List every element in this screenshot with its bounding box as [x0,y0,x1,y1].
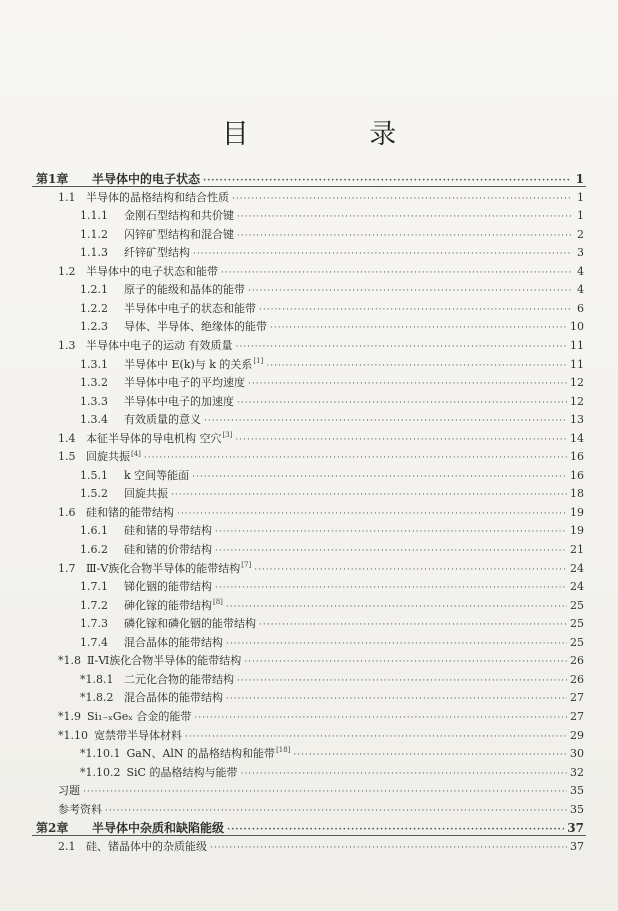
toc-entry-number: *1.10 [58,728,88,742]
toc-entry-number: *1.8.2 [80,691,114,705]
toc-entry-title [94,727,182,743]
toc-entry-number: 1.3.3 [80,394,108,408]
dot-leader [293,750,567,760]
toc-entry-title-text: 习题 [58,784,80,798]
dot-leader [226,602,567,612]
toc-section-row[interactable] [58,504,584,522]
toc-entry-title [86,430,232,446]
toc-subsection-row[interactable] [80,671,584,689]
toc-entry-title [124,207,234,223]
toc-page-number: 25 [570,598,584,612]
toc-entry-title-text: 锑化铟的能带结构 [124,580,212,594]
toc-entry-title [124,578,212,594]
toc-subsection-row[interactable] [80,411,584,429]
toc-page-number: 11 [570,357,584,371]
toc-page-number: 1 [577,209,584,223]
dot-leader [237,231,571,241]
toc-subsection-row[interactable] [80,207,584,225]
toc-entry-number: 1.7.1 [80,580,108,594]
toc-subsection-row[interactable] [80,374,584,392]
toc-entry-title-text: 硅和锗的能带结构 [86,505,174,519]
reference-marker: [18] [276,746,291,755]
toc-subsection-row[interactable] [80,356,584,374]
dot-leader [244,657,567,667]
dot-leader [83,787,567,797]
toc-entry-number: 1.2.3 [80,320,108,334]
toc-entry-title-text: 半导体中的电子状态和能带 [86,264,218,278]
dot-leader [203,176,571,186]
dot-leader [236,342,568,352]
toc-entry-number: *1.8 [58,654,81,668]
dot-leader [240,769,567,779]
toc-page-number: 27 [570,709,584,723]
toc-entry-number: 1.5.2 [80,487,108,501]
dot-leader [226,639,567,649]
dot-leader [235,435,567,445]
toc-entry-title-text: 混合晶体的能带结构 [124,635,223,649]
toc-entry-title [124,522,212,538]
toc-entry-title-text: 有效质量的意义 [124,413,201,427]
toc-page-number: 37 [570,839,584,853]
toc-entry-title-text: Si₁₋ₓGeₓ 合金的能带 [87,709,192,723]
toc-page-number: 12 [570,394,584,408]
toc-subsection-row[interactable] [80,281,584,299]
toc-page-number: 1 [577,190,584,204]
toc-subsection-row[interactable] [80,226,584,244]
toc-entry-number: 2.1 [58,839,76,853]
dot-leader [259,620,567,630]
toc-section-row[interactable] [58,337,584,355]
toc-entry-number: 1.2.1 [80,283,108,297]
toc-page-number: 35 [570,784,584,798]
toc-entry-number: *1.10.1 [80,747,121,761]
toc-page-number: 24 [570,561,584,575]
toc-entry-title-text: 半导体中 E(k)与 k 的关系 [124,357,253,371]
toc-entry-title-text: 宽禁带半导体材料 [94,728,182,742]
toc-entry-number: *1.9 [58,709,81,723]
toc-entry-title [124,226,234,242]
toc-section-row[interactable] [58,727,584,745]
toc-page-number: 6 [577,301,584,315]
toc-page-number: 10 [570,320,584,334]
toc-entry-number: 1.4 [58,431,76,445]
toc-entry-title [124,634,223,650]
toc-entry-title-text: 回旋共振 [124,487,168,501]
toc-entry-number: 1.1.1 [80,209,108,223]
toc-subsection-row[interactable] [80,541,584,559]
toc-entry-title-text: 闪锌矿型结构和混合键 [124,227,234,241]
dot-leader [210,843,567,853]
toc-entry-title [92,170,200,187]
toc-section-row[interactable] [58,560,584,578]
toc-entry-title [124,689,223,705]
dot-leader [227,825,564,835]
reference-marker: [4] [131,449,141,458]
dot-leader [215,583,567,593]
toc-entry-number: *1.8.1 [80,672,114,686]
toc-entry-title [124,244,190,260]
toc-entry-title-text: 硅和锗的价带结构 [124,543,212,556]
toc-entry-title [86,448,141,464]
toc-page-number: 14 [570,431,584,445]
toc-subsection-row[interactable] [80,244,584,262]
toc-section-row[interactable] [58,448,584,466]
toc-page-number: 12 [570,376,584,390]
toc-entry-number: 1.1.3 [80,246,108,260]
dot-leader [237,212,571,222]
toc-page-number: 19 [570,524,584,538]
toc-subsection-row[interactable] [80,318,584,336]
toc-subsection-row[interactable] [80,764,584,782]
toc-entry-number: 1.6.2 [80,543,108,556]
dot-leader [254,565,567,575]
toc-entry-title [124,671,234,687]
dot-leader [237,676,567,686]
toc-entry-title [87,652,241,668]
dot-leader [105,806,567,816]
toc-entry-title-text: 磷化镓和磷化铟的能带结构 [124,617,256,631]
dot-leader [226,694,567,704]
toc-entry-title-text: 参考资料 [58,802,102,816]
dot-leader [204,416,567,426]
toc-entry-title [86,189,229,205]
toc-page-number: 29 [570,728,584,742]
toc-page-number: 16 [570,468,584,482]
toc-entry-number: 1.6.1 [80,524,108,538]
chapter-underline [32,186,586,187]
toc-entry-number: 1.1.2 [80,227,108,241]
toc-entry-title [124,393,234,409]
dot-leader [248,286,571,296]
toc-entry-number: 1.3.2 [80,376,108,390]
toc-entry-title-text: 半导体中电子的状态和能带 [124,301,256,315]
dot-leader [248,379,567,389]
toc-page-number: 30 [570,747,584,761]
toc-entry-number: 1.7 [58,561,76,575]
dot-leader [193,249,571,259]
toc-page-number: 2 [577,227,584,241]
toc-page-number: 25 [570,635,584,649]
toc-entry-title [86,263,218,279]
toc-entry-title [124,300,256,316]
dot-leader [232,194,571,204]
dot-leader [192,472,567,482]
toc-section-row[interactable] [58,801,584,819]
toc-entry-title [58,782,80,798]
toc-entry-title-text: 半导体中电子的加速度 [124,394,234,408]
toc-page-number: 24 [570,580,584,594]
toc-entry-title [92,819,224,836]
toc-entry-title-text: 硅、锗晶体中的杂质能级 [86,839,207,853]
toc-page-number: 1 [575,172,584,186]
toc-subsection-row[interactable] [80,522,584,540]
toc-entry-title [124,615,256,631]
toc-subsection-row[interactable] [80,745,584,763]
chapter-underline [32,835,586,836]
toc-entry-title-text: 硅和锗的导带结构 [124,524,212,538]
toc-section-row[interactable] [58,263,584,281]
toc-entry-title [124,411,201,427]
toc-entry-number: 1.3.1 [80,357,108,371]
toc-page-number: 18 [570,487,584,501]
toc-entry-title [124,318,267,334]
toc-entry-number: *1.10.2 [80,765,121,779]
dot-leader [194,713,567,723]
toc-section-row[interactable] [58,708,584,726]
toc-entry-title [87,708,191,724]
toc-section-row[interactable] [58,782,584,800]
toc-entry-title-text: Ⅲ-Ⅴ族化合物半导体的能带结构 [86,561,241,575]
toc-entry-title-text: 半导体中电子的运动 有效质量 [86,338,233,352]
toc-subsection-row[interactable] [80,615,584,633]
dot-leader [221,268,571,278]
toc-entry-title [86,504,174,520]
toc-entry-number: 1.3.4 [80,413,108,427]
reference-marker: [8] [213,597,223,606]
toc-subsection-row[interactable] [80,634,584,652]
toc-page-number: 27 [570,691,584,705]
toc-entry-title [124,374,245,390]
toc-entry-title-text: k 空间等能面 [124,468,190,482]
toc-page-number: 35 [570,802,584,816]
toc-entry-number: 1.5 [58,450,76,464]
toc-entry-number: 1.5.1 [80,468,108,482]
toc-page-number: 11 [570,338,584,352]
dot-leader [237,398,567,408]
toc-entry-number: 第1章 [36,172,69,186]
toc-entry-title-text: SiC 的晶格结构与能带 [126,765,238,779]
toc-entry-title [124,597,223,613]
toc-entry-title [58,801,102,817]
toc-entry-title-text: 半导体中杂质和缺陷能级 [92,821,225,836]
reference-marker: [1] [253,356,264,365]
toc-entry-title-text: 纤锌矿型结构 [124,246,190,260]
toc-page-number: 26 [570,672,584,686]
dot-leader [215,527,567,537]
toc-entry-title [124,356,263,372]
dot-leader [177,509,567,519]
toc-entry-number: 1.6 [58,505,76,519]
toc-section-row[interactable] [58,430,584,448]
toc-subsection-row[interactable] [80,485,584,503]
toc-page-number: 25 [570,617,584,631]
toc-page-number: 4 [577,264,584,278]
reference-marker: [7] [241,560,252,569]
toc-entry-title-text: GaN、AlN 的晶格结构和能带 [126,747,276,761]
toc-entry-title [86,337,233,353]
toc-section-row[interactable] [58,838,584,856]
toc-page-number: 37 [567,821,584,836]
toc-entry-title [124,541,212,557]
toc-subsection-row[interactable] [80,578,584,596]
toc-subsection-row[interactable] [80,689,584,707]
toc-entry-title-text: 砷化镓的能带结构 [124,598,212,612]
toc-entry-number: 第2章 [36,821,69,836]
toc-page-number: 32 [570,765,584,779]
toc-entry-title-text: 导体、半导体、绝缘体的能带 [124,320,267,334]
reference-marker: [3] [222,431,233,440]
toc-entry-title [86,838,207,854]
dot-leader [215,546,567,556]
dot-leader [270,323,567,333]
toc-entry-number: 1.2.2 [80,301,108,315]
toc-entry-number: 1.1 [58,190,76,204]
toc-entry-title [86,560,251,576]
toc-entry-title-text: 半导体的晶格结构和结合性质 [86,190,229,204]
toc-subsection-row[interactable] [80,393,584,411]
toc-entry-title-text: Ⅱ-Ⅵ族化合物半导体的能带结构 [87,654,242,668]
toc-subsection-row[interactable] [80,597,584,615]
toc-page-number: 13 [570,413,584,427]
toc-entry-title-text: 回旋共振 [86,450,130,464]
toc-subsection-row[interactable] [80,300,584,318]
toc-entry-title [127,745,291,761]
toc-entry-title-text: 半导体中的电子状态 [92,172,201,186]
toc-page-number: 26 [570,654,584,668]
toc-entry-title-text: 原子的能级和晶体的能带 [124,283,245,297]
toc-entry-number: 1.3 [58,338,76,352]
dot-leader [185,732,567,742]
toc-page-number: 4 [577,283,584,297]
toc-entry-title [124,281,245,297]
toc-page-number: 16 [570,450,584,464]
dot-leader [266,361,567,371]
toc-entry-title-text: 本征半导体的导电机构 空穴 [86,431,222,445]
toc-entry-number: 1.2 [58,264,76,278]
toc-entry-title-text: 半导体中电子的平均速度 [124,376,245,390]
page-title: 目 录 [221,119,453,150]
toc-page-number: 3 [577,246,584,260]
dot-leader [144,453,567,463]
toc-page-number: 19 [570,505,584,519]
toc-entry-title-text: 混合晶体的能带结构 [124,691,223,705]
dot-leader [171,490,567,500]
toc-entry-number: 1.7.3 [80,617,108,631]
toc-section-row[interactable] [58,652,584,670]
toc-entry-title-text: 金刚石型结构和共价键 [124,209,234,223]
toc-entry-title [127,764,238,780]
toc-entry-title [124,485,168,501]
toc-entry-title-text: 二元化合物的能带结构 [124,672,234,686]
toc-entry-title [124,467,189,483]
toc-entry-number: 1.7.2 [80,598,108,612]
toc-section-row[interactable] [58,189,584,207]
dot-leader [259,305,571,315]
toc-subsection-row[interactable] [80,467,584,485]
toc-entry-number: 1.7.4 [80,635,108,649]
toc-page-number: 21 [570,543,584,556]
